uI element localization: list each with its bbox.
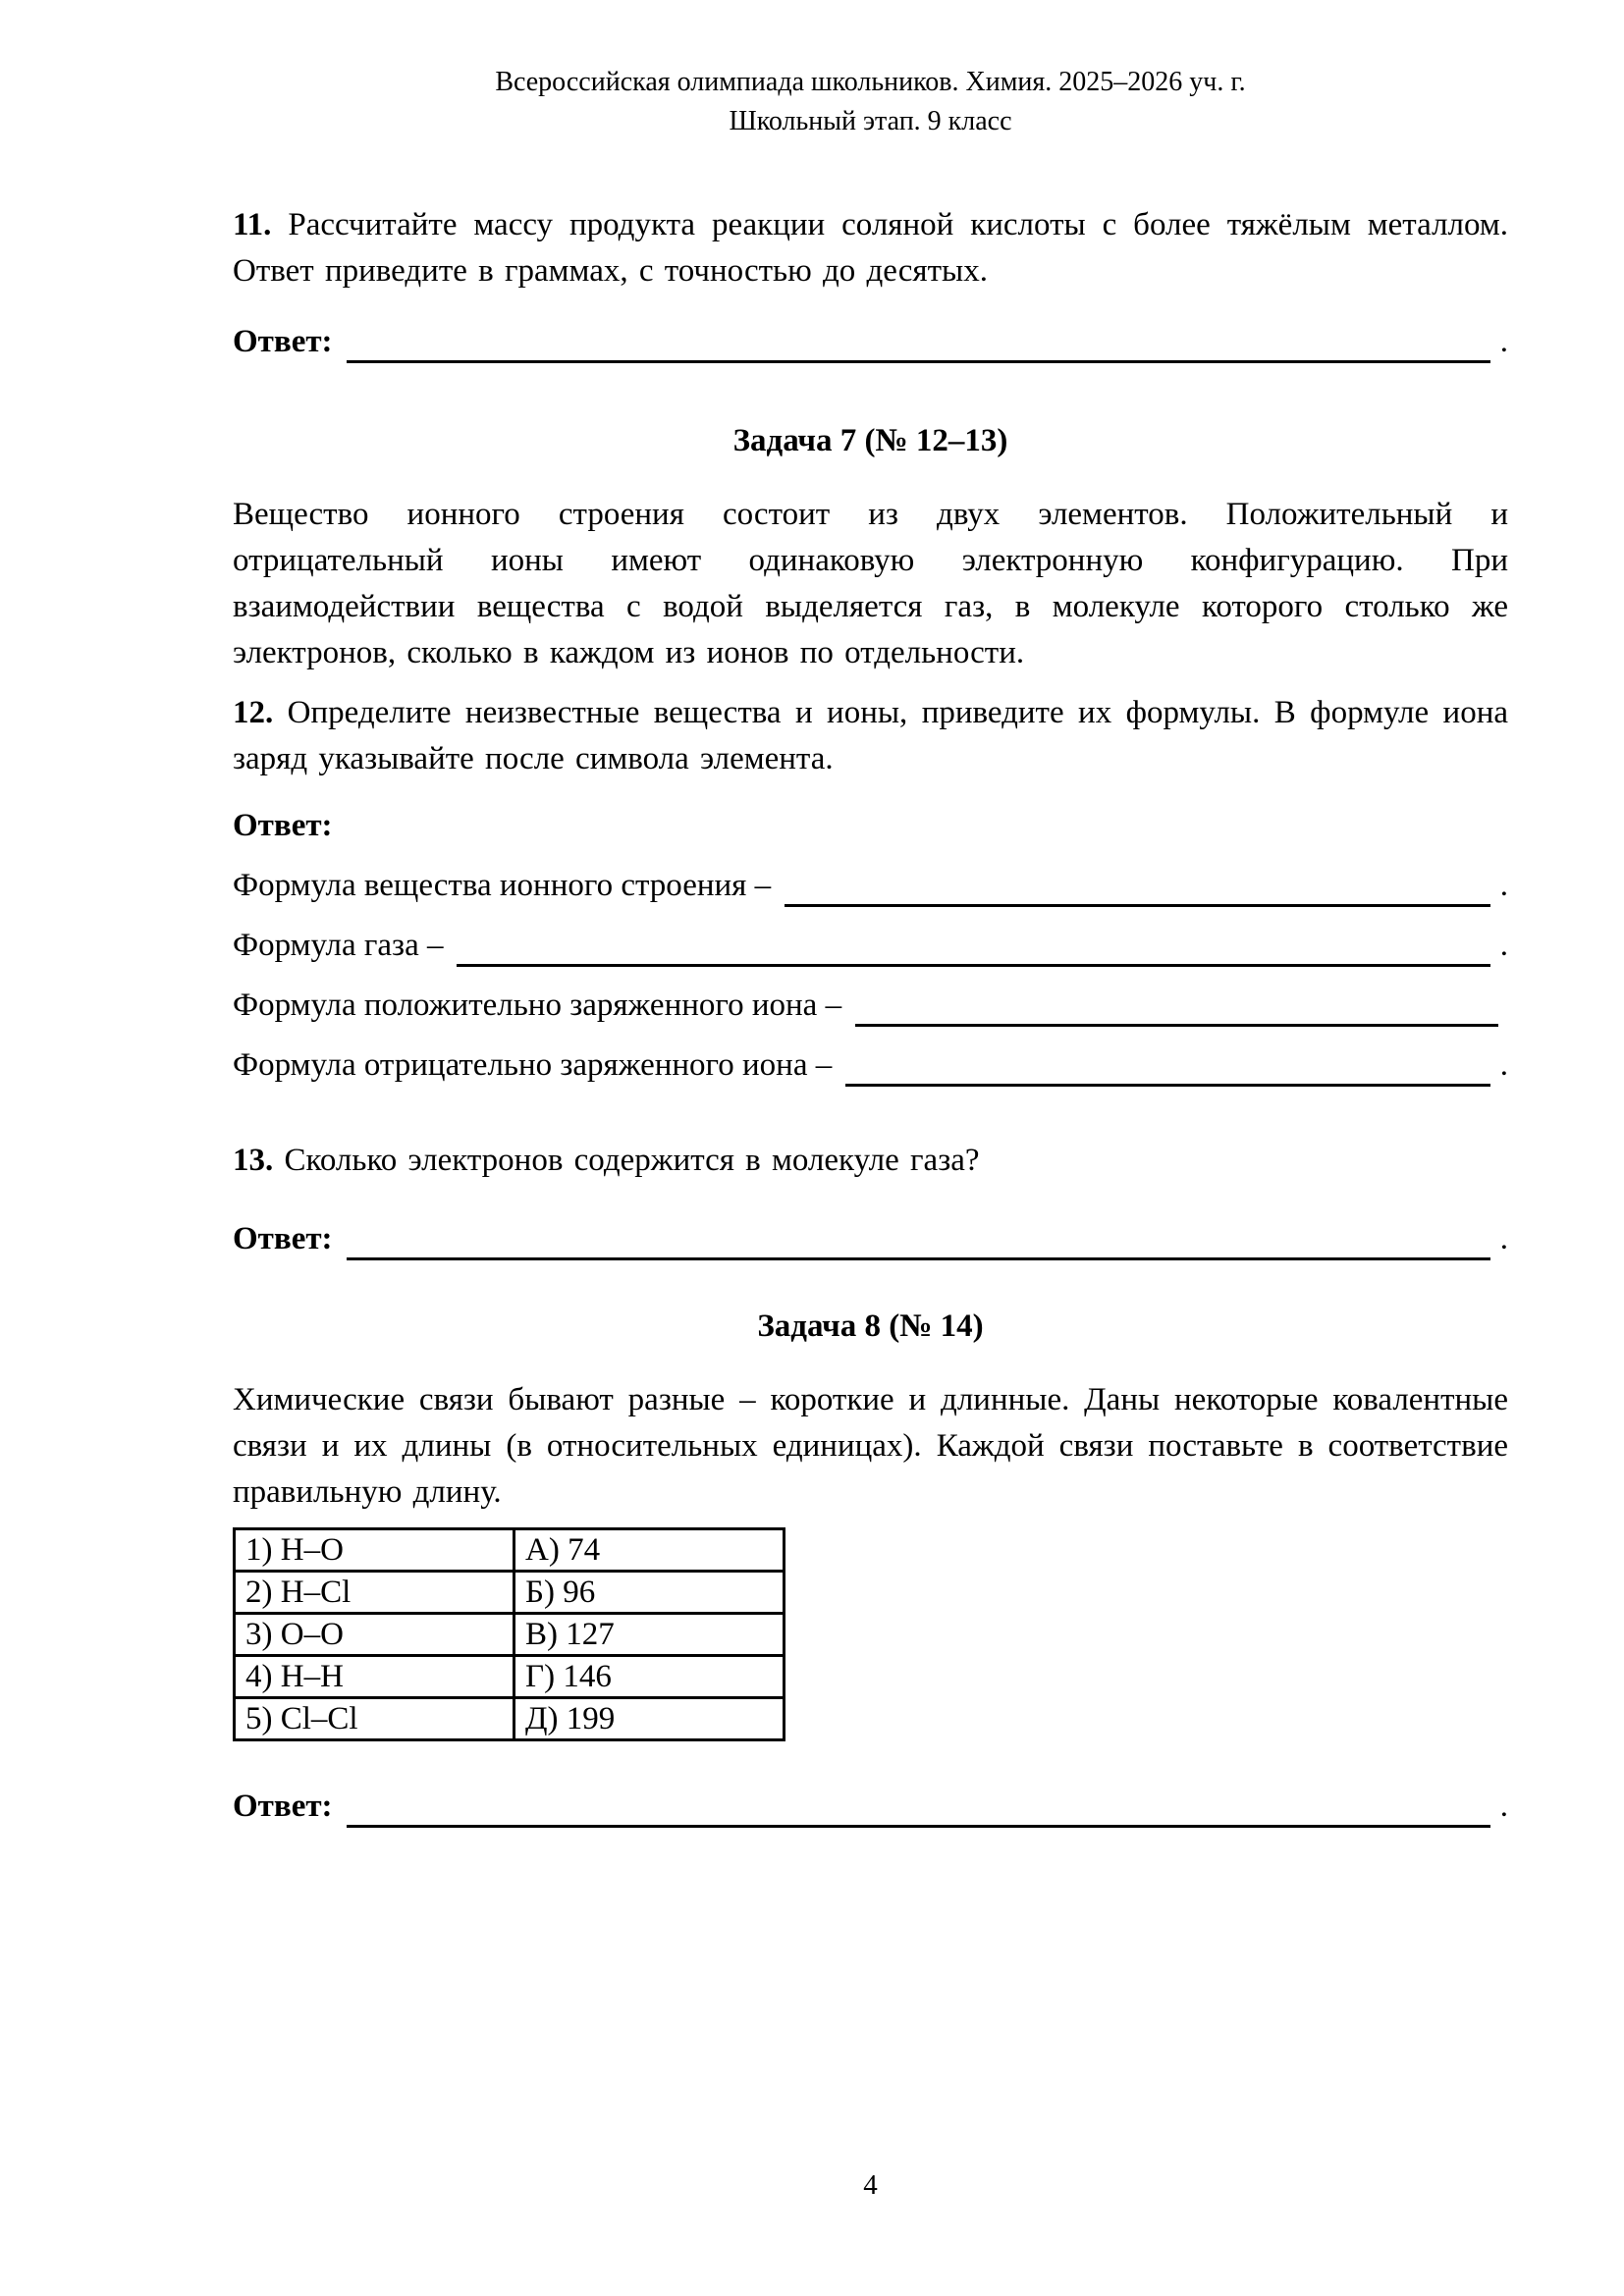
- bond-cell: 2) H–Cl: [235, 1572, 514, 1614]
- task-11-paragraph: [233, 202, 1508, 294]
- problem-8-intro: Химические связи бывают разные – короткие и длинные. Даны некоторые ковалентные связи и их длины (в относительных единицах). Каждой связи поставьте в соответствие правильную длину.: [233, 1382, 1508, 1510]
- task-12-text: Определите неизвестные вещества и ионы, приведите их формулы. В формуле иона заряд указывайте после символа элемента.: [233, 695, 1508, 776]
- task-14-answer-row: [233, 1785, 1508, 1828]
- length-cell: Б) 96: [514, 1572, 785, 1614]
- length-cell: А) 74: [514, 1529, 785, 1572]
- table-row: [235, 1529, 785, 1572]
- formula-gas-period: .: [1499, 928, 1508, 963]
- formula-negative-ion-label: Формула отрицательно заряженного иона –: [233, 1047, 833, 1083]
- table-row: [235, 1572, 785, 1614]
- bond-cell: 5) Cl–Cl: [235, 1698, 514, 1740]
- formula-positive-ion-blank: [855, 984, 1498, 1027]
- length-cell: В) 127: [514, 1614, 785, 1656]
- document-header: [233, 63, 1508, 141]
- problem-7-intro: Вещество ионного строения состоит из двух элементов. Положительный и отрицательный ионы имеют одинаковую электронную конфигурацию. При взаимодействии вещества с водой выделяется газ, в молекуле которого столько же электронов, сколько в каждом из ионов по отдельности.: [233, 497, 1508, 670]
- page-content: [233, 0, 1508, 1828]
- header-line-1: Всероссийская олимпиада школьников. Химия. 2025–2026 уч. г.: [495, 67, 1246, 97]
- formula-gas-label: Формула газа –: [233, 928, 444, 963]
- task-11-answer-label: Ответ:: [233, 324, 333, 359]
- page-number: 4: [863, 2169, 878, 2201]
- bond-cell: 1) H–O: [235, 1529, 514, 1572]
- formula-negative-ion-period: .: [1499, 1047, 1508, 1083]
- formula-line-substance: [233, 864, 1508, 907]
- bond-cell: 3) O–O: [235, 1614, 514, 1656]
- task-13-text: Сколько электронов содержится в молекуле газа?: [284, 1143, 980, 1178]
- formula-line-gas: [233, 924, 1508, 967]
- table-row: [235, 1698, 785, 1740]
- task-13-answer-label: Ответ:: [233, 1221, 333, 1256]
- bond-length-table: [233, 1527, 785, 1741]
- task-14-answer-blank: [347, 1785, 1490, 1828]
- task-11-text: Рассчитайте массу продукта реакции соляной кислоты с более тяжёлым металлом. Ответ приведите в граммах, с точностью до десятых.: [233, 207, 1509, 289]
- formula-substance-period: .: [1499, 868, 1508, 903]
- problem-8-title: Задача 8 (№ 14): [757, 1308, 984, 1344]
- formula-line-positive-ion: [233, 984, 1508, 1027]
- task-11-answer-period: .: [1499, 324, 1508, 359]
- task-13-answer-row: [233, 1217, 1508, 1260]
- header-line-2: Школьный этап. 9 класс: [729, 106, 1012, 136]
- table-row: [235, 1656, 785, 1698]
- task-13-answer-period: .: [1499, 1221, 1508, 1256]
- formula-line-negative-ion: [233, 1043, 1508, 1087]
- length-cell: Г) 146: [514, 1656, 785, 1698]
- formula-negative-ion-blank: [845, 1043, 1490, 1087]
- task-12-answer-label: Ответ:: [233, 808, 333, 843]
- formula-substance-blank: [785, 864, 1490, 907]
- task-11-number: 11.: [233, 207, 272, 242]
- task-11-answer-row: [233, 320, 1508, 363]
- formula-positive-ion-label: Формула положительно заряженного иона –: [233, 988, 842, 1023]
- task-12-paragraph: [233, 690, 1508, 782]
- problem-7-title: Задача 7 (№ 12–13): [732, 423, 1008, 458]
- task-11-answer-blank: [347, 320, 1490, 363]
- table-row: [235, 1614, 785, 1656]
- task-14-answer-label: Ответ:: [233, 1789, 333, 1824]
- length-cell: Д) 199: [514, 1698, 785, 1740]
- task-13-paragraph: [233, 1138, 1508, 1184]
- formula-substance-label: Формула вещества ионного строения –: [233, 868, 772, 903]
- task-13-answer-blank: [347, 1217, 1490, 1260]
- task-12-number: 12.: [233, 695, 274, 730]
- bond-cell: 4) H–H: [235, 1656, 514, 1698]
- task-14-answer-period: .: [1499, 1789, 1508, 1824]
- formula-gas-blank: [457, 924, 1489, 967]
- task-13-number: 13.: [233, 1143, 274, 1178]
